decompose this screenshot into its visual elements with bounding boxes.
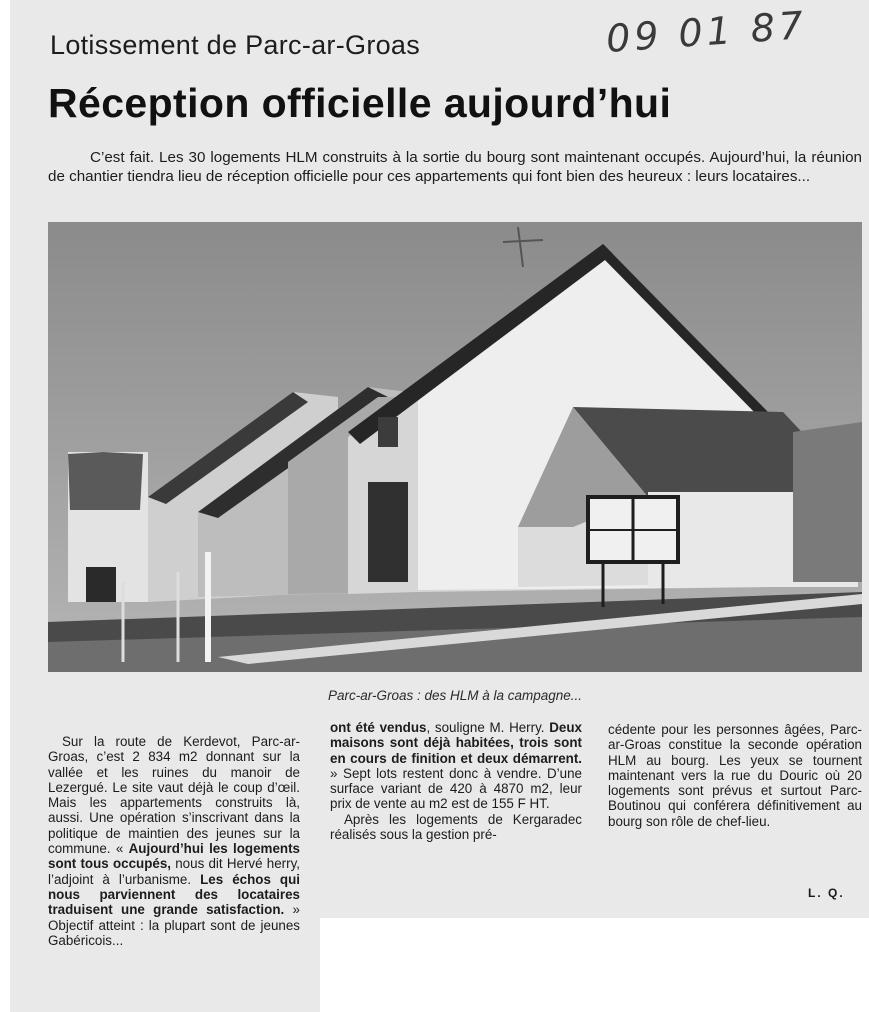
- col2-paragraph-2: Après les logements de Kergaradec réalisés sous la gestion pré-: [330, 811, 582, 843]
- col2-text-1: , souligne M. Herry.: [426, 720, 550, 735]
- column-3: [608, 722, 862, 829]
- col1-text-1: Sur la route de Kerdevot, Parc-ar-Groas, c’est 2 834 m2 donnant sur la vallée et les ruines du manoir de Lezergué. Le site vaut déjà le coup d’œil. Mais les appartements construits là, aussi. Une opération s’inscrivant dans la politique de maintien des jeunes sur la commune. «: [48, 734, 300, 857]
- column-1: [48, 734, 300, 948]
- col1-text-2: nous dit Hervé herry, l’adjoint à l’urbanisme.: [48, 856, 300, 887]
- housing-photo-illustration: [48, 222, 862, 672]
- article-kicker: Lotissement de Parc-ar-Groas: [50, 30, 421, 60]
- col1-bold-1: Aujourd’hui les logements sont tous occupés,: [48, 841, 300, 872]
- col2-bold-2: Deux maisons sont déjà habitées, trois sont en cours de finition et deux démarrent.: [330, 720, 582, 766]
- col3-text: cédente pour les personnes âgées, Parc-ar-Groas constitue la seconde opération HLM au bourg. Les yeux se tournent maintenant vers la rue du Douric où 20 logements sont prévus et surtout Parc-Boutinou qui conférera définitivement au bourg son rôle de chef-lieu.: [608, 722, 862, 829]
- column-2: [330, 720, 582, 842]
- author-signature: L. Q.: [808, 886, 845, 900]
- col2-text-2: » Sept lots restent donc à vendre. D’une surface variant de 420 à 4870 m2, leur prix de vente au m2 est de 155 F HT.: [330, 765, 582, 812]
- col1-text-3: » Objectif atteint : la plupart sont de jeunes Gabéricois...: [48, 902, 300, 948]
- article-headline: Réception officielle aujourd’hui: [48, 80, 672, 126]
- housing-photo: [48, 222, 862, 672]
- col1-bold-2: Les échos qui nous parviennent des locataires traduisent une grande satisfaction.: [48, 871, 300, 918]
- photo-caption: Parc-ar-Groas : des HLM à la campagne...: [327, 688, 583, 703]
- article-intro: C’est fait. Les 30 logements HLM construits à la sortie du bourg sont maintenant occupés. Aujourd’hui, la réunion de chantier tiendra lieu de réception officielle pour ces appartements qui font bien des heureux : leurs locataires...: [48, 149, 862, 185]
- handwritten-date: 09 01 87: [604, 3, 809, 61]
- col2-bold-1: ont été vendus: [330, 720, 427, 735]
